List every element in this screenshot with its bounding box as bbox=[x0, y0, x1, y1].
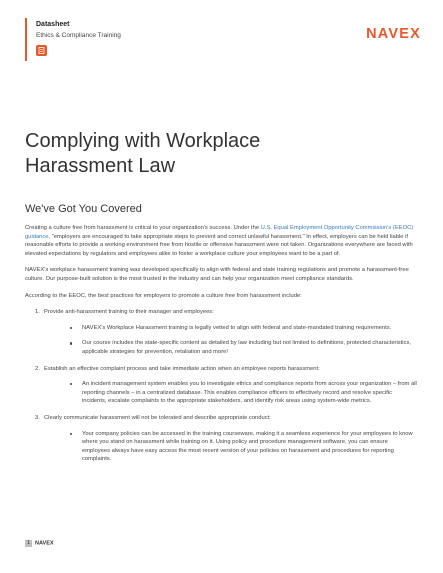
body-content bbox=[25, 224, 417, 472]
title-line-2: Harassment Law bbox=[25, 155, 176, 177]
list-item-text: Clearly communicate harassment will not be tolerated and describe appropriate conduct: bbox=[44, 414, 271, 421]
navex-logo: NAVEX bbox=[366, 26, 421, 42]
bullet-item: NAVEX's Workplace Harassment training is legally vetted to align with federal and state-mandated training requirements. bbox=[44, 324, 417, 333]
page-footer bbox=[25, 540, 54, 547]
list-item bbox=[25, 308, 417, 356]
list-item-text: Provide anti-harassment training to their manager and employees: bbox=[44, 309, 214, 316]
list-number: 2. bbox=[35, 365, 40, 372]
datasheet-header bbox=[25, 18, 425, 63]
best-practices-intro: According to the EEOC, the best practices for employers to promote a culture free from harassment include: bbox=[25, 292, 302, 299]
list-number: 1. bbox=[35, 309, 40, 316]
accent-bar bbox=[25, 18, 27, 61]
list-item-text: Establish an effective complaint process and take immediate action when an employee reports harassment: bbox=[44, 365, 320, 372]
bullet-item: Our course includes the state-specific content as detailed by law including but not limited to definitions, protected characteristics, applicable strategies for prevention, retaliation and more! bbox=[44, 339, 417, 356]
list-item bbox=[25, 365, 417, 406]
document-category: Ethics & Compliance Training bbox=[36, 32, 121, 39]
section-heading: We've Got You Covered bbox=[25, 203, 142, 215]
intro-paragraph bbox=[25, 224, 417, 258]
training-paragraph: NAVEX's workplace harassment training was developed specifically to align with federal and state training regulations and promote a harassment-free culture. Our purpose-built solution is the most trusted in the industry and can help your organization meet compliance standards. bbox=[25, 267, 409, 282]
bullet-item: An incident management system enables you to investigate ethics and compliance reports from across your organization – from all reporting channels – in a centralized database. This enables compliance officers to effectively record and resolve specific incidents, escalate complaints to the appropriate stakeholders, and identify risk areas using system-wide metrics. bbox=[44, 380, 417, 406]
list-number: 3. bbox=[35, 414, 40, 421]
title-line-1: Complying with Workplace bbox=[25, 130, 261, 152]
document-icon bbox=[36, 45, 47, 56]
bullet-item: Your company policies can be accessed in the training courseware, making it a seamless experience for your employees to know where you stand on harassment while training on it. Using policy and procedure management software, you can ensure employees always have easy access the most recent version of your policies on harassment and procedures for reporting complaints. bbox=[44, 430, 417, 464]
document-type: Datasheet bbox=[36, 21, 70, 28]
list-item bbox=[25, 414, 417, 464]
eeoc-guidance-link[interactable]: U.S. Equal Employment Opportunity Commission's (EEOC) guidance, bbox=[25, 225, 414, 240]
page-title bbox=[25, 129, 405, 179]
page-number: 1 bbox=[26, 540, 31, 546]
intro-text-end: "employers are encouraged to take appropriate steps to prevent and correct unlawful harassment." In effect, employers can be held liable if reasonable efforts to provide a working environment free from hostile or offensive harassment were not taken. Organizations everywhere are faced with elevated expectations by regulators and employees alike to foster a workplace culture your employees want to be a part of. bbox=[25, 233, 413, 257]
intro-text-start: Creating a culture free from harassment is critical to your organization's success. Under the bbox=[25, 225, 261, 231]
footer-label: NAVEX bbox=[35, 540, 54, 547]
